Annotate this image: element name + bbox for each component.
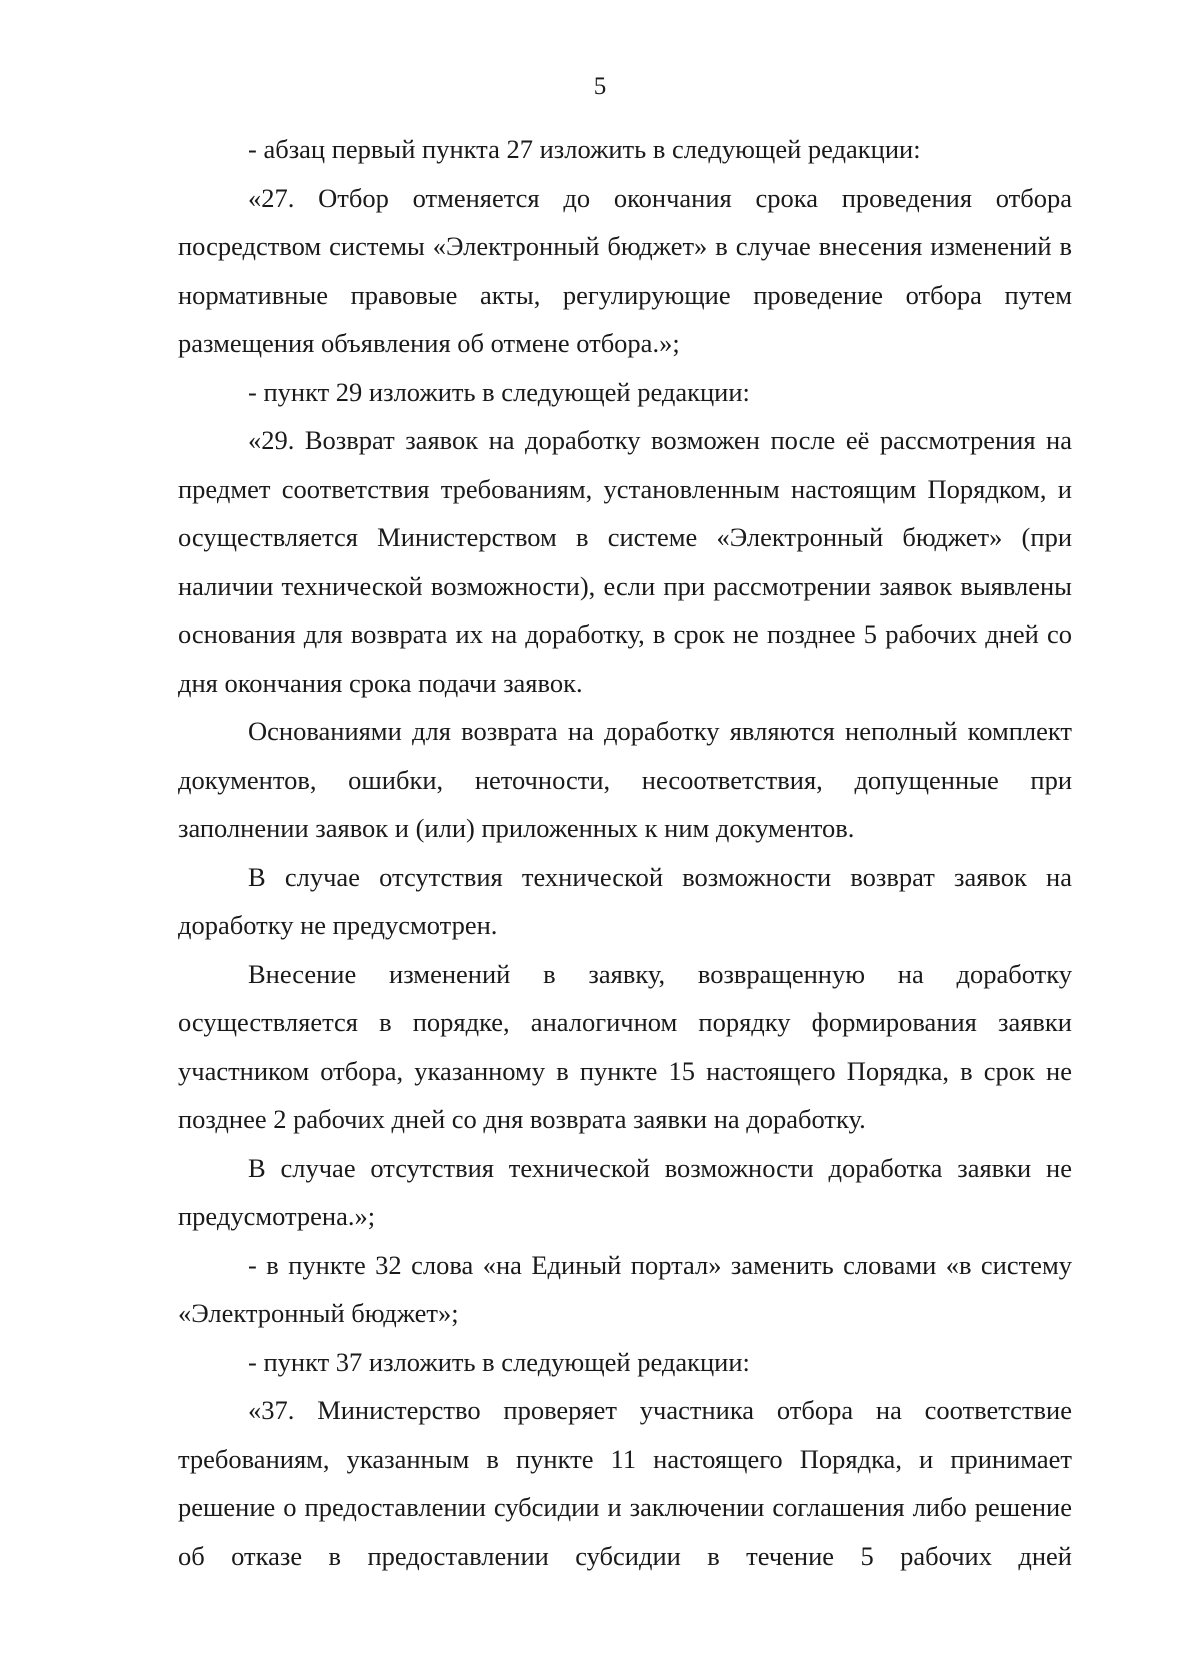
document-body	[178, 125, 1072, 1580]
paragraph-no-technical-revision: В случае отсутствия технической возможности доработка заявки не предусмотрена.»;	[178, 1152, 1072, 1231]
paragraph-p29-text: «29. Возврат заявок на доработку возможен после её рассмотрения на предмет соответствия требованиям, установленным настоящим Порядком, и осуществляется Министерством в системе «Электронный бюджет» (при наличии технической возможности), если при рассмотрении заявок выявлены основания для возврата их на доработку, в срок не позднее 5 рабочих дней со дня окончания срока подачи заявок.	[178, 425, 1072, 698]
paragraph-p27-text: «27. Отбор отменяется до окончания срока проведения отбора посредством системы «Электронный бюджет» в случае внесения изменений в нормативные правовые акты, регулирующие проведение отбора путем размещения объявления об отмене отбора.»;	[178, 182, 1072, 358]
paragraph-amendment-p27-intro: - абзац первый пункта 27 изложить в следующей редакции:	[248, 134, 921, 164]
paragraph-amendment-p37-intro: - пункт 37 изложить в следующей редакции:	[248, 1346, 750, 1377]
paragraph-p37-text: «37. Министерство проверяет участника отбора на соответствие требованиям, указанным в пункте 11 настоящего Порядка, и принимает решение о предоставлении субсидии и заключении соглашения либо решение об отказе в предоставлении субсидии в течение 5 рабочих дней	[178, 1395, 1072, 1571]
paragraph-amendment-p32: - в пункте 32 слова «на Единый портал» заменить словами «в систему «Электронный бюджет»;	[178, 1249, 1072, 1328]
page-number: 5	[593, 73, 607, 100]
paragraph-amendment-p29-intro: - пункт 29 изложить в следующей редакции:	[248, 376, 750, 407]
paragraph-return-grounds: Основаниями для возврата на доработку являются неполный комплект документов, ошибки, неточности, несоответствия, допущенные при заполнении заявок и (или) приложенных к ним документов.	[178, 716, 1072, 843]
paragraph-amendment-procedure: Внесение изменений в заявку, возвращенную на доработку осуществляется в порядке, аналогичном порядку формирования заявки участником отбора, указанному в пункте 15 настоящего Порядка, в срок не позднее 2 рабочих дней со дня возврата заявки на доработку.	[178, 958, 1072, 1134]
paragraph-no-technical-return: В случае отсутствия технической возможности возврат заявок на доработку не предусмотрен.	[178, 861, 1072, 940]
